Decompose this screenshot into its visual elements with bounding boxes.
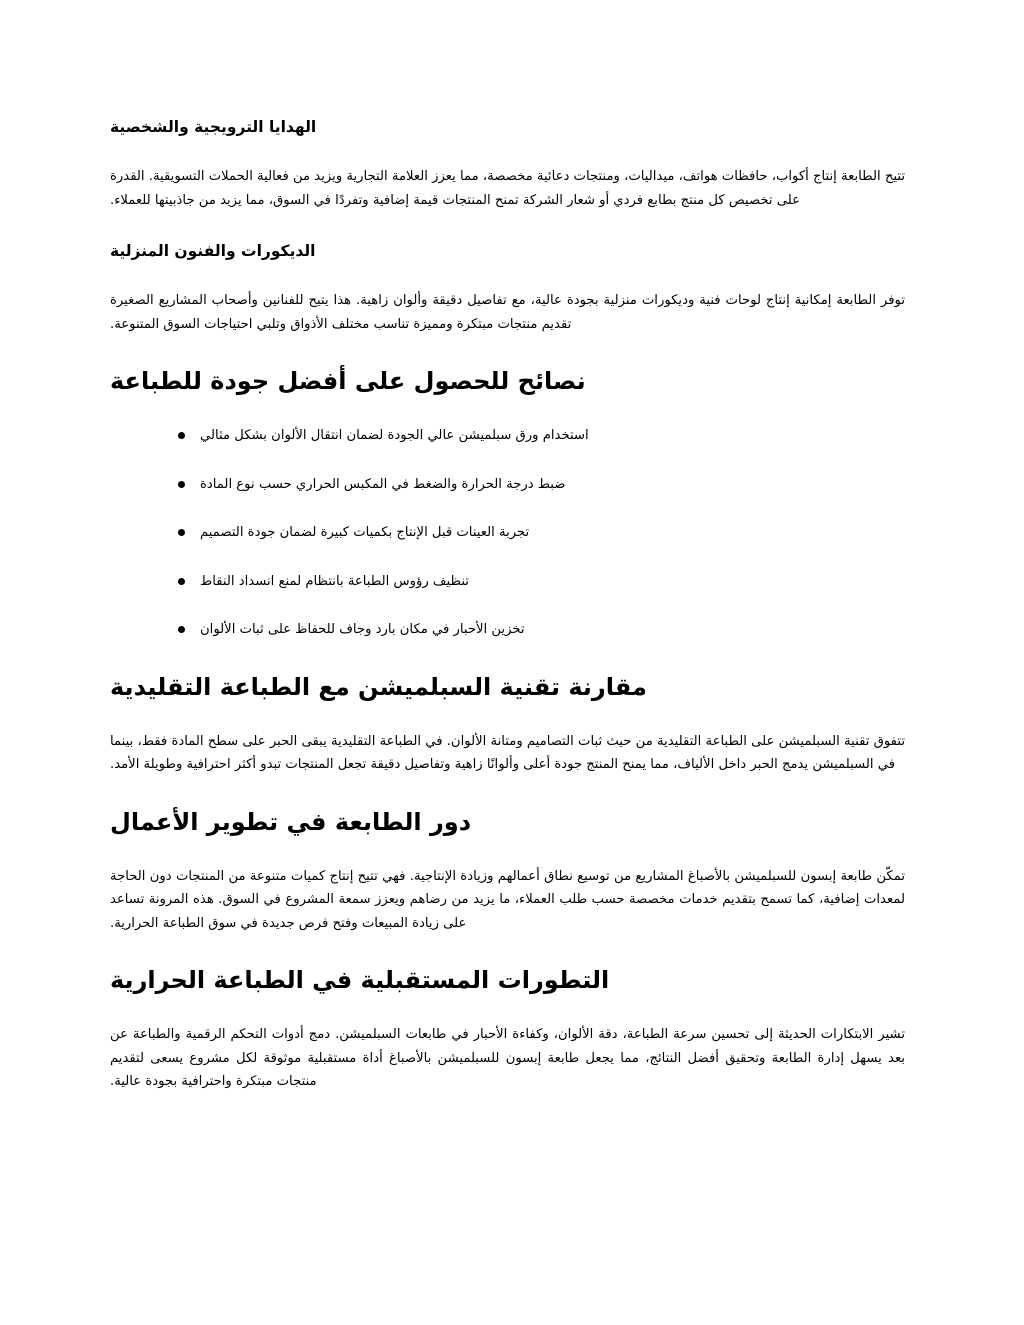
bullet-dot-icon [178, 578, 185, 585]
tips-bullet-list [110, 424, 905, 642]
bullet-dot-icon [178, 432, 185, 439]
bullet-item-label: تجربة العينات قبل الإنتاج بكميات كبيرة لضمان جودة التصميم [200, 525, 530, 540]
section-heading-home-decor: الديكورات والفنون المنزلية [110, 242, 316, 260]
paragraph-future-developments: تشير الابتكارات الحديثة إلى تحسين سرعة الطباعة، دقة الألوان، وكفاءة الأحبار في طابعات السبلميشن. دمج أدوات التحكم الرقمية والطباعة عن بعد يسهل إدارة الطابعة وتحقيق أفضل النتائج، مما يجعل طابعة إبسون للسبلميشن بالأصباغ أداة مستقبلية موثوقة لكل مشروع يسعى لتقديم منتجات مبتكرة واحترافية بجودة عالية. [110, 1027, 905, 1089]
section-heading-sublimation-vs-traditional: مقارنة تقنية السبلميشن مع الطباعة التقليدية [110, 672, 647, 701]
bullet-dot-icon [178, 626, 185, 633]
bullet-item-label: استخدام ورق سبلميشن عالي الجودة لضمان انتقال الألوان بشكل مثالي [200, 428, 589, 443]
section-heading-print-quality-tips: نصائح للحصول على أفضل جودة للطباعة [110, 367, 586, 395]
bullet-item-sublimation-paper [110, 424, 905, 448]
section-heading-business-development: دور الطابعة في تطوير الأعمال [110, 807, 472, 836]
bullet-dot-icon [178, 481, 185, 488]
bullet-item-heat-press-settings [110, 473, 905, 497]
section-heading-promotional-gifts: الهدايا الترويجية والشخصية [110, 118, 317, 136]
bullet-dot-icon [178, 529, 185, 536]
bullet-item-label: تخزين الأحبار في مكان بارد وجاف للحفاظ على ثبات الألوان [200, 622, 525, 637]
bullet-item-label: ضبط درجة الحرارة والضغط في المكبس الحراري حسب نوع المادة [200, 476, 566, 492]
paragraph-sublimation-vs-traditional: تتفوق تقنية السبلميشن على الطباعة التقليدية من حيث ثبات التصاميم ومتانة الألوان. في الطباعة التقليدية يبقى الحبر على سطح المادة فقط، بينما في السبلميشن يدمج الحبر داخل الألياف، مما يمنح المنتج جودة أعلى وألوانًا زاهية وتفاصيل دقيقة تجعل المنتجات تبدو أكثر احترافية وطويلة الأمد. [110, 733, 905, 772]
bullet-item-sample-testing [110, 521, 905, 545]
paragraph-home-decor: توفر الطابعة إمكانية إنتاج لوحات فنية وديكورات منزلية بجودة عالية، مع تفاصيل دقيقة وألوان زاهية. هذا يتيح للفنانين وأصحاب المشاريع الصغيرة تقديم منتجات مبتكرة ومميزة تناسب مختلف الأذواق وتلبي احتياجات السوق المتنوعة. [110, 293, 905, 332]
bullet-item-printhead-cleaning [110, 570, 905, 594]
bullet-item-ink-storage [110, 618, 905, 642]
bullet-item-label: تنظيف رؤوس الطباعة بانتظام لمنع انسداد النقاط [200, 573, 469, 589]
paragraph-business-development: تمكّن طابعة إبسون للسبلميشن بالأصباغ المشاريع من توسيع نطاق أعمالهم وزيادة الإنتاجية. فهي تتيح إنتاج كميات متنوعة من المنتجات دون الحاجة لمعدات إضافية، كما تسمح بتقديم خدمات مخصصة حسب طلب العملاء، ما يزيد من رضاهم ويعزز سمعة المشروع في السوق. هذه المرونة تساعد على زيادة المبيعات وفتح فرص جديدة في سوق الطباعة الحرارية. [110, 868, 905, 931]
section-heading-future-developments: التطورات المستقبلية في الطباعة الحرارية [110, 966, 610, 994]
paragraph-promotional-gifts: تتيح الطابعة إنتاج أكواب، حافظات هواتف، ميداليات، ومنتجات دعائية مخصصة، مما يعزز العلامة التجارية ويزيد من فعالية الحملات التسويقية. القدرة على تخصيص كل منتج بطابع فردي أو شعار الشركة تمنح المنتجات قيمة إضافية وتفردًا في السوق، مما يزيد من جاذبيتها للعملاء. [110, 169, 905, 208]
